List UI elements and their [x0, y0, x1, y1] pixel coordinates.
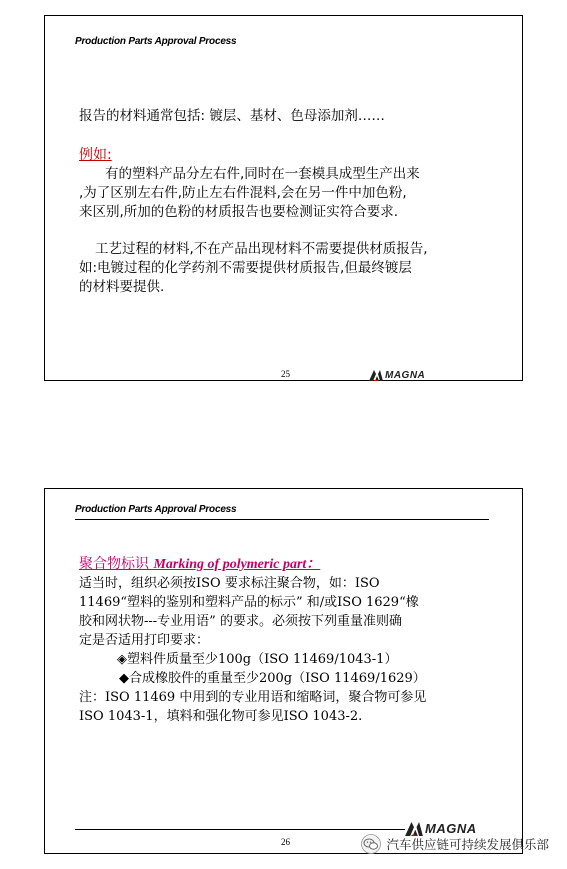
- magna-mark-icon: [369, 370, 383, 381]
- magna-logo: MAGNA: [405, 821, 477, 836]
- title-en: Marking of polymeric part：: [153, 557, 321, 572]
- title-cn: 聚合物标识: [79, 556, 149, 572]
- body-line: 11469“塑料的鉴别和塑料产品的标示” 和/或ISO 1629“橡: [79, 595, 419, 610]
- example-line: 来区别,所加的色粉的材质报告也要检测证实符合要求.: [79, 204, 399, 220]
- wechat-watermark: [361, 834, 549, 854]
- section-title: [79, 555, 426, 574]
- body-line: 胶和网状物---专业用语” 的要求。必须按下列重量准则确: [79, 614, 402, 629]
- page-number: 25: [281, 369, 290, 379]
- slide-26: [44, 488, 523, 854]
- example-block: [79, 146, 420, 222]
- wechat-icon: [361, 834, 381, 854]
- page-number: 26: [281, 837, 290, 847]
- process-line: 工艺过程的材料,不在产品出现材料不需要提供材质报告,: [95, 241, 428, 257]
- footer-divider: [75, 829, 405, 830]
- example-label: 例如:: [79, 147, 112, 163]
- watermark-text: 汽车供应链可持续发展俱乐部: [386, 837, 549, 852]
- process-line: 如:电镀过程的化学药剂不需要提供材质报告,但最终镀层: [79, 260, 412, 276]
- note-line: 注：ISO 11469 中用到的专业用语和缩略词，聚合物可参见: [79, 690, 427, 705]
- body-line: 定是否适用打印要求：: [79, 633, 210, 648]
- slide-header: Production Parts Approval Process: [75, 504, 237, 515]
- process-block: [79, 240, 428, 297]
- magna-logo: MAGNA: [369, 370, 425, 381]
- slide-header: Production Parts Approval Process: [75, 36, 237, 47]
- example-line: ,为了区别左右件,防止左右件混料,会在另一件中加色粉,: [79, 185, 407, 201]
- bullet-plastic-mass: ◈塑料件质量至少100g（ISO 11469/1043-1）: [117, 652, 398, 667]
- polymer-marking-block: [79, 555, 426, 726]
- bullet-rubber-mass: ◆合成橡胶件的重量至少200g（ISO 11469/1629）: [119, 671, 426, 686]
- slide-25: [44, 15, 523, 381]
- header-divider: [75, 519, 489, 520]
- process-line: 的材料要提供.: [79, 279, 165, 295]
- materials-intro: 报告的材料通常包括: 镀层、基材、色母添加剂……: [79, 108, 385, 124]
- example-line: 有的塑料产品分左右件,同时在一套模具成型生产出来: [105, 166, 420, 182]
- body-line: 适当时，组织必须按ISO 要求标注聚合物，如：ISO: [79, 576, 380, 591]
- note-line: ISO 1043-1，填料和强化物可参见ISO 1043-2.: [79, 709, 363, 724]
